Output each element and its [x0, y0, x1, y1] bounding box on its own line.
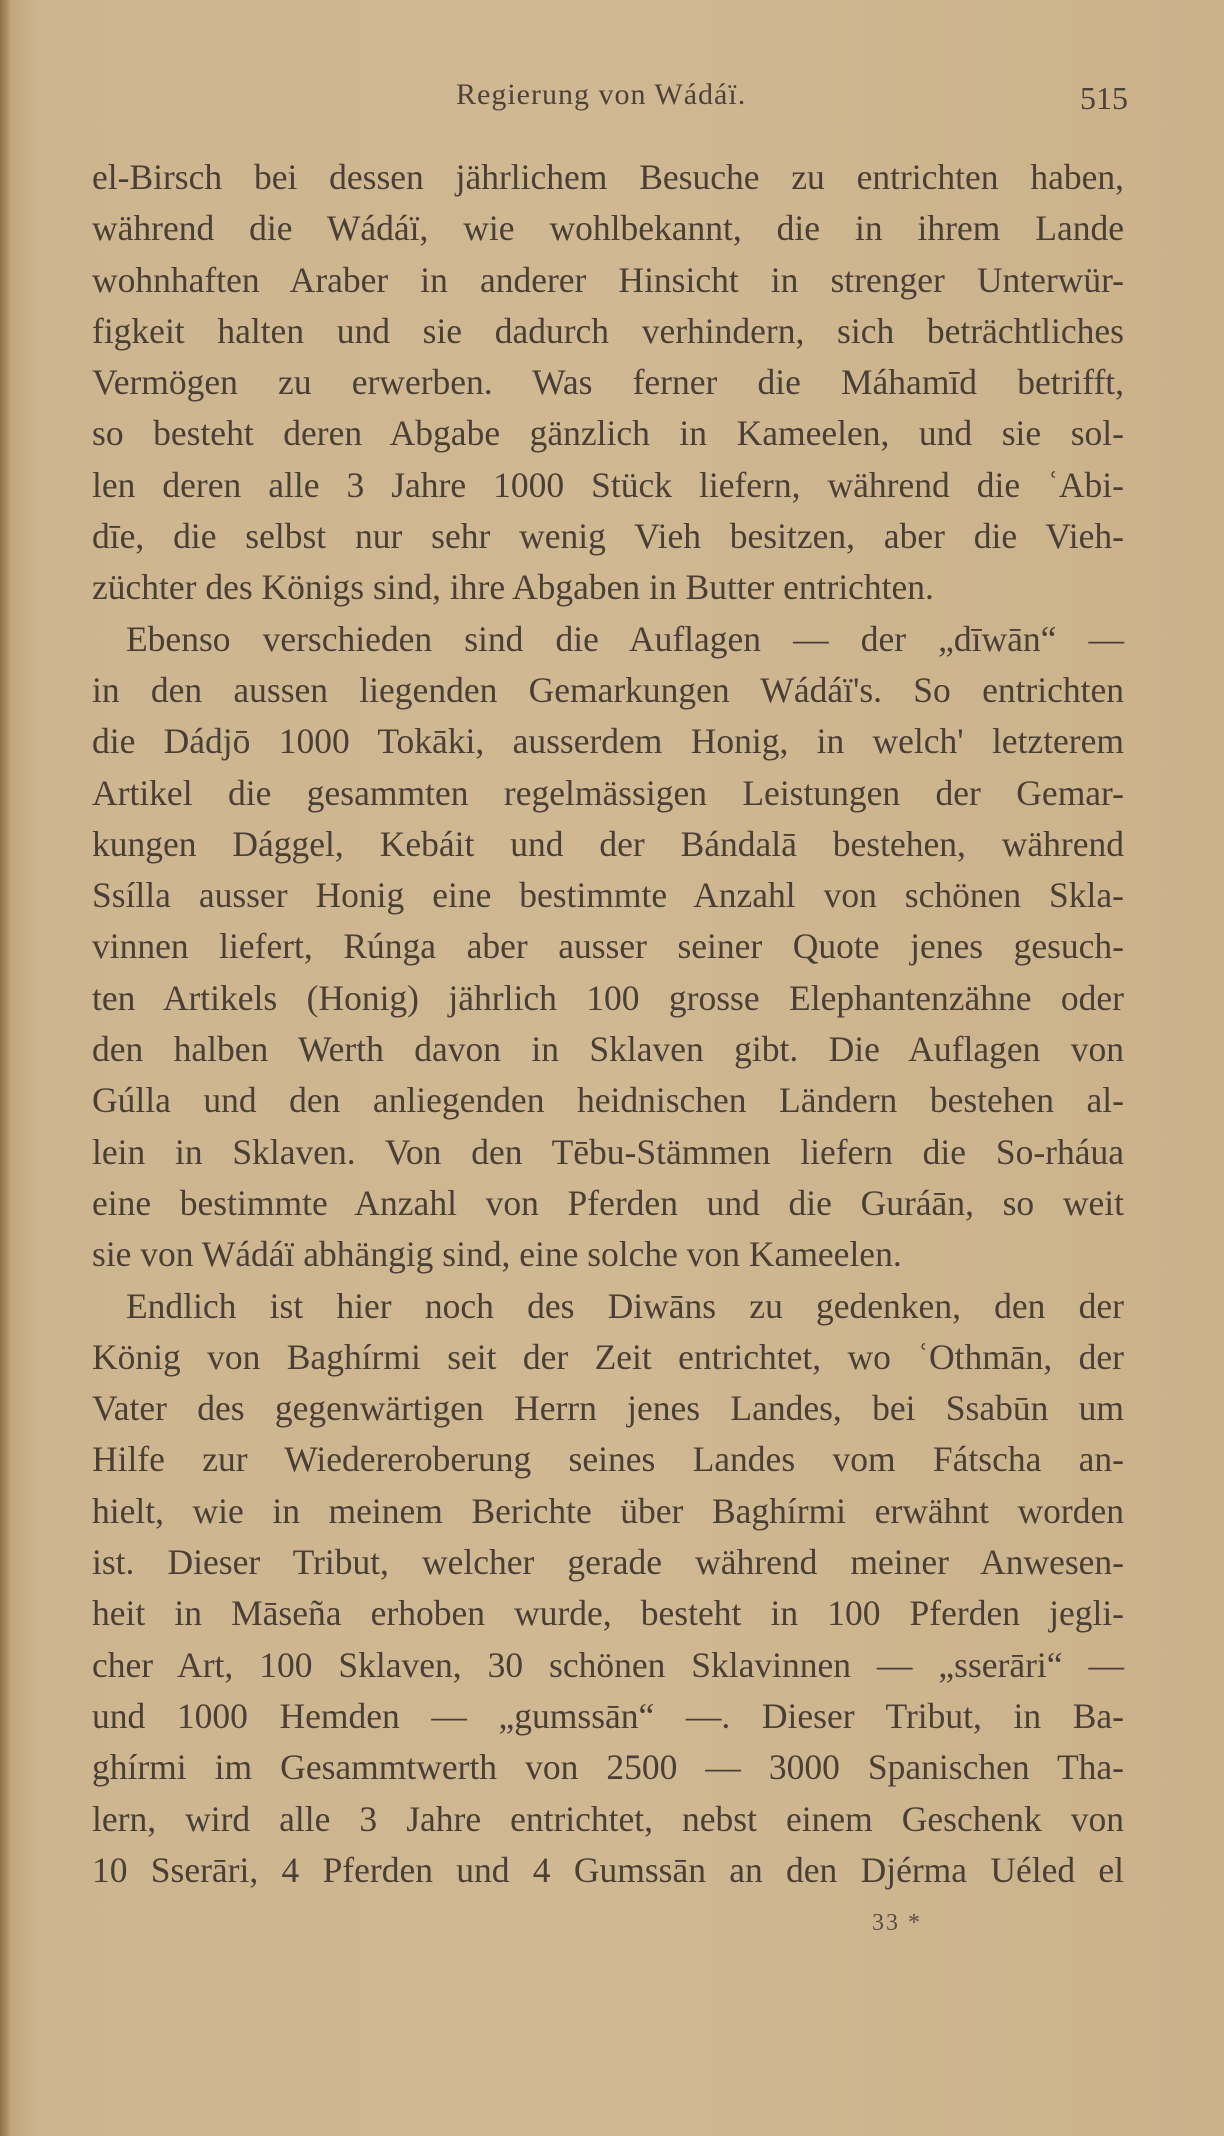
text-line: Ssílla ausser Honig eine bestimmte Anzahl von schönen Skla-	[92, 875, 1124, 916]
text-line: ten Artikels (Honig) jährlich 100 grosse Elephantenzähne oder	[92, 977, 1124, 1018]
text-line: heit in Māseña erhoben wurde, besteht in 100 Pferden jegli-	[92, 1593, 1124, 1634]
paragraph-start-line: Endlich ist hier noch des Diwāns zu gedenken, den der	[126, 1285, 1124, 1326]
text-line: kungen Dággel, Kebáit und der Bándalā bestehen, während	[92, 823, 1124, 864]
text-line: Vermögen zu erwerben. Was ferner die Máhamīd betrifft,	[92, 362, 1124, 403]
text-line: den halben Werth davon in Sklaven gibt. Die Auflagen von	[92, 1029, 1124, 1070]
text-line: hielt, wie in meinem Berichte über Baghírmi erwähnt worden	[92, 1490, 1124, 1531]
text-line: sie von Wádáï abhängig sind, eine solche von Kameelen.	[92, 1234, 902, 1275]
text-line: lein in Sklaven. Von den Tēbu-Stämmen liefern die So-rháua	[92, 1131, 1124, 1172]
text-line: König von Baghírmi seit der Zeit entrichtet, wo ʿOthmān, der	[92, 1336, 1124, 1377]
page-number: 515	[1080, 80, 1128, 116]
text-line: lern, wird alle 3 Jahre entrichtet, nebst einem Geschenk von	[92, 1798, 1124, 1839]
text-line: Gúlla und den anliegenden heidnischen Ländern bestehen al-	[92, 1080, 1124, 1121]
text-line: Vater des gegenwärtigen Herrn jenes Landes, bei Ssabūn um	[92, 1388, 1124, 1429]
text-line: wohnhaften Araber in anderer Hinsicht in strenger Unterwür-	[92, 259, 1124, 300]
text-line: Hilfe zur Wiedereroberung seines Landes vom Fátscha an-	[92, 1439, 1124, 1480]
text-line: len deren alle 3 Jahre 1000 Stück liefern, während die ʿAbi-	[92, 464, 1124, 505]
running-head	[0, 78, 1224, 128]
text-line: cher Art, 100 Sklaven, 30 schönen Sklavinnen — „sserāri“ —	[92, 1644, 1124, 1685]
text-line: so besteht deren Abgabe gänzlich in Kameelen, und sie sol-	[92, 413, 1124, 454]
printer-signature-mark: 33 *	[872, 1910, 922, 1936]
text-line: in den aussen liegenden Gemarkungen Wádáï's. So entrichten	[92, 669, 1124, 710]
text-line: die Dádjō 1000 Tokāki, ausserdem Honig, in welch' letzterem	[92, 721, 1124, 762]
text-line: und 1000 Hemden — „gumssān“ —. Dieser Tribut, in Ba-	[92, 1695, 1124, 1736]
text-line: eine bestimmte Anzahl von Pferden und die Guráān, so weit	[92, 1182, 1124, 1223]
text-line: figkeit halten und sie dadurch verhindern, sich beträchtliches	[92, 310, 1124, 351]
text-line: Artikel die gesammten regelmässigen Leistungen der Gemar-	[92, 772, 1124, 813]
body-text	[92, 152, 1124, 1896]
text-line: vinnen liefert, Rúnga aber ausser seiner Quote jenes gesuch-	[92, 926, 1124, 967]
text-line: el-Birsch bei dessen jährlichem Besuche zu entrichten haben,	[92, 157, 1124, 197]
paragraph-start-line: Ebenso verschieden sind die Auflagen — der „dīwān“ —	[126, 618, 1124, 659]
running-title: Regierung von Wádáï.	[456, 78, 747, 111]
page-edge-shadow	[0, 0, 10, 2136]
text-line: dīe, die selbst nur sehr wenig Vieh besitzen, aber die Vieh-	[92, 516, 1124, 557]
text-line: während die Wádáï, wie wohlbekannt, die in ihrem Lande	[92, 208, 1124, 249]
text-line: züchter des Königs sind, ihre Abgaben in Butter entrichten.	[92, 567, 934, 608]
text-line: 10 Sserāri, 4 Pferden und 4 Gumssān an den Djérma Uéled el	[92, 1849, 1124, 1890]
text-line: ghírmi im Gesammtwerth von 2500 — 3000 Spanischen Tha-	[92, 1747, 1124, 1788]
text-line: ist. Dieser Tribut, welcher gerade während meiner Anwesen-	[92, 1542, 1124, 1583]
